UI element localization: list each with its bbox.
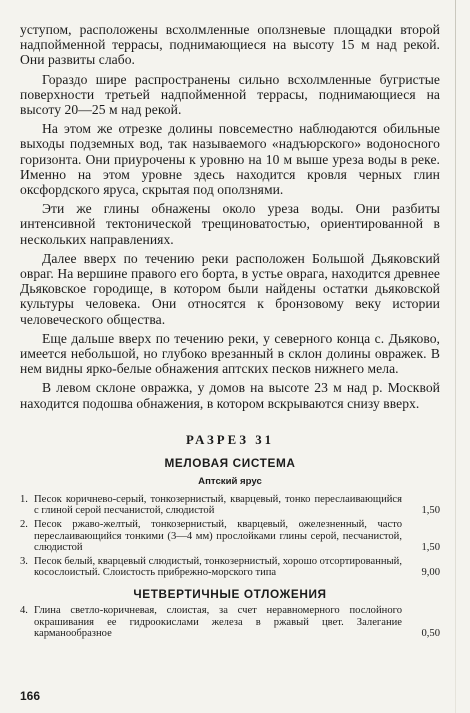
layer-item: [20, 605, 440, 640]
paragraph-3: На этом же отрезке долины повсеместно наблюдаются обильные выходы подземных вод, так называемого «надъюрского» водоносного горизонта. Они приурочены к уровню на 10 м выше уреза воды в реке. Именно на этом уровне здесь находится кровля черных глин оксфордского яруса, скрытая под оползнями.: [20, 121, 440, 198]
document-page: [20, 22, 440, 642]
layer-list-quaternary: [20, 605, 440, 640]
layer-description: Песок коричнево-серый, тонкозернистый, кварцевый, тонко переслаивающийся с глиной серой песчанистой, слюдистой: [34, 493, 402, 517]
paragraph-2: Гораздо шире распространены сильно всхолмленные бугристые поверхности третьей надпойменной террасы, поднимающиеся на высоту 20—25 м над рекой.: [20, 71, 440, 118]
layer-number: 2.: [20, 519, 28, 531]
paragraph-7: В левом склоне овражка, у домов на высоте 23 м над р. Москвой находится подошва обнажения, в котором вскрываются снизу вверх.: [20, 380, 440, 411]
layer-thickness: 9,00: [421, 567, 440, 579]
layer-description: Глина светло-коричневая, слоистая, за счет неравномерного послойного окрашивания ее гидроокислами железа в ржавый цвет. Залегание карманообразное: [34, 605, 402, 640]
layer-number: 3.: [20, 555, 28, 567]
layer-item: [20, 494, 440, 517]
page-edge-shadow: [455, 0, 456, 713]
paragraph-5: Далее вверх по течению реки расположен Большой Дьяковский овраг. На вершине правого его борта, в устье оврага, находится древнее Дьяковское городище, в котором были найдены остатки дьяковской культуры человека. Они относятся к бронзовому веку истории человеческого общества.: [20, 250, 440, 327]
layer-item: [20, 519, 440, 554]
stage-heading-aptian: Аптский ярус: [198, 475, 262, 487]
paragraph-6: Еще дальше вверх по течению реки, у северного конца с. Дьяково, имеется небольшой, но глубоко врезанный в склон долины овражек. В нем видны ярко-белые обнажения аптских песков нижнего мела.: [20, 330, 440, 377]
layer-item: [20, 556, 440, 579]
system-heading-quaternary: ЧЕТВЕРТИЧНЫЕ ОТЛОЖЕНИЯ: [133, 587, 327, 602]
layer-list-cretaceous: [20, 494, 440, 579]
layer-description: Песок белый, кварцевый слюдистый, тонкозернистый, хорошо отсортированный, косослоистый. Слоистость прибрежно-морского типа: [34, 555, 402, 579]
layer-number: 1.: [20, 493, 28, 505]
layer-thickness: 0,50: [421, 628, 440, 640]
layer-thickness: 1,50: [421, 505, 440, 517]
paragraph-1: уступом, расположены всхолмленные оползневые площадки второй надпойменной террасы, поднимающиеся на высоту 15 м над рекой. Они развиты слабо.: [20, 22, 440, 68]
layer-number: 4.: [20, 605, 28, 617]
layer-thickness: 1,50: [421, 542, 440, 554]
layer-description: Песок ржаво-желтый, тонкозернистый, кварцевый, ожелезненный, часто переслаивающийся тонкими (3—4 мм) прослойками глины серой, песчанистой, слюдистой: [34, 519, 402, 554]
page-number: 166: [20, 689, 41, 703]
paragraph-4: Эти же глины обнажены около уреза воды. Они разбиты интенсивной тектонической трещиноватостью, ориентированной в нескольких направлениях.: [20, 201, 440, 247]
section-heading: РАЗРЕЗ 31: [185, 432, 275, 447]
system-heading-cretaceous: МЕЛОВАЯ СИСТЕМА: [164, 455, 296, 470]
